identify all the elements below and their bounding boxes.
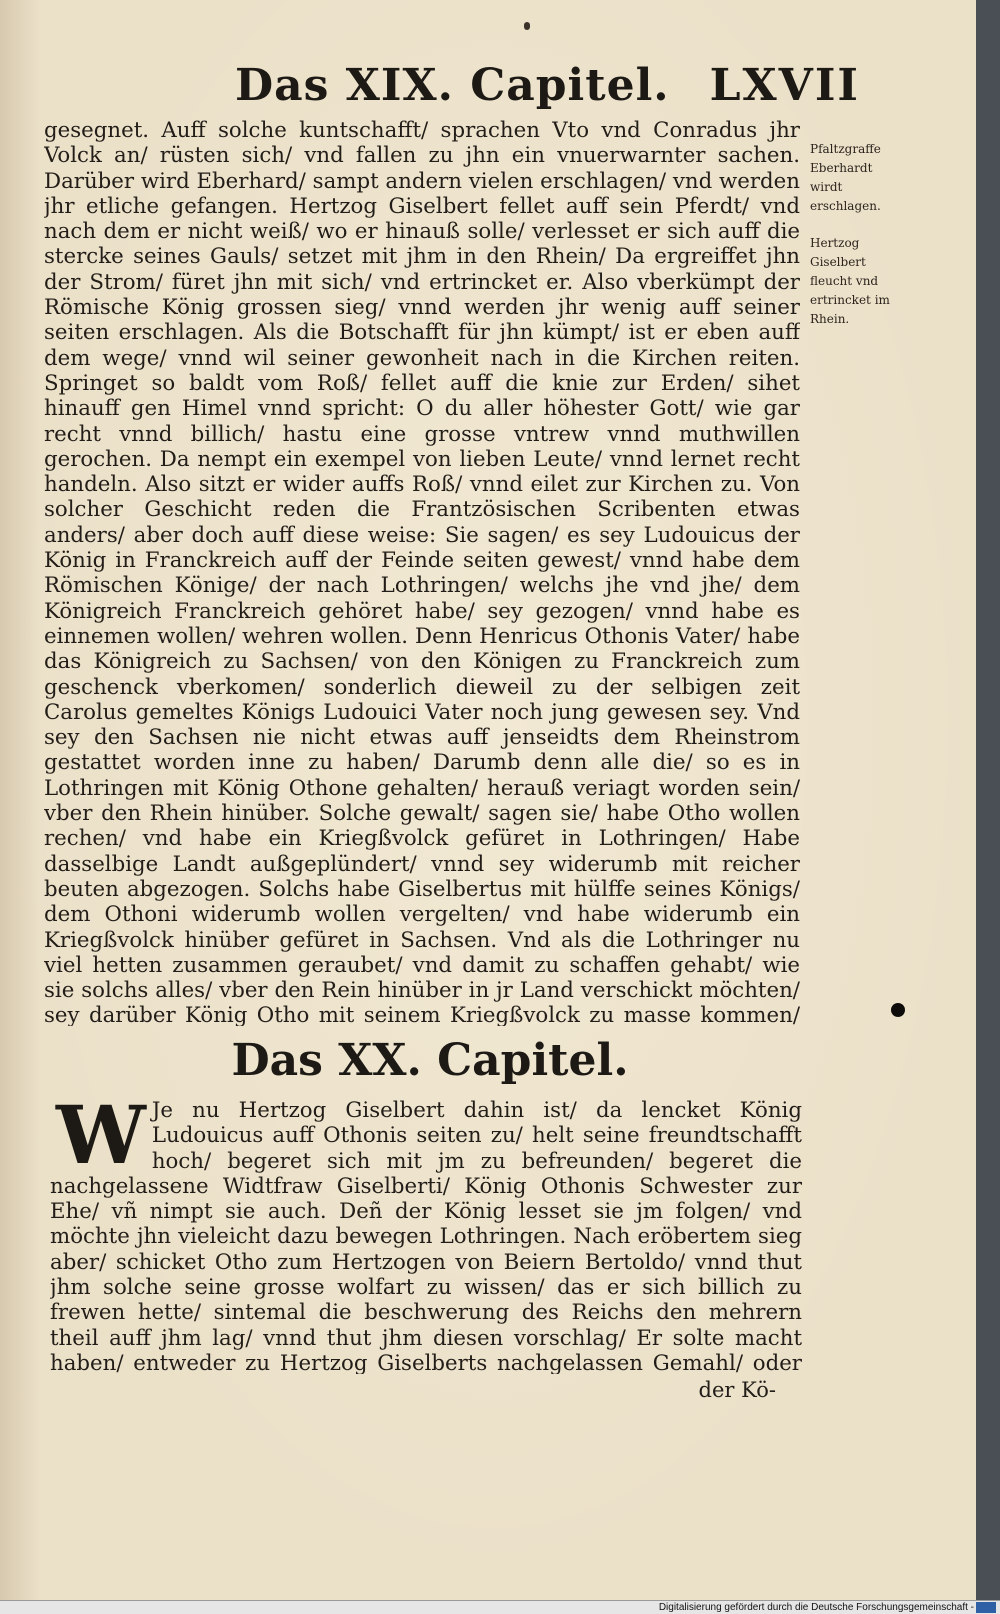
digitization-footer (0, 1600, 1000, 1614)
body-paragraph: gesegnet. Auff solche kuntschafft/ sprachen Vto vnd Conradus jhr Volck an/ rüsten sich/ vnd fallen zu jhn ein vnuerwarnter sachen. Darüber wird Eberhard/ sampt andern vielen erschlagen/ vnd werden jhr etliche gefangen. Hertzog Giselbert fellet auff sein Pferdt/ vnd nach dem er nicht weiß/ wo er hinauß solle/ verlesset er sich auff die stercke seines Gauls/ setzet mit jhm in den Rhein/ Da ergreiffet jhn der Strom/ füret jhn mit sich/ vnd ertrincket er. Also vberkümpt der Römische König grossen sieg/ vnnd werden jhr wenig auff seiner seiten erschlagen. Als die Botschafft für jhn kümpt/ ist er eben auff dem wege/ vnnd wil seiner gewonheit nach in die Kirchen reiten. Springet so baldt vom Roß/ fellet auff die knie zur Erden/ sihet hinauff gen Himel vnnd spricht: O du aller höhester Gott/ wie gar recht vnnd billich/ hastu eine grosse vntrew vnnd muthwillen gerochen. Da nempt ein exempel von lieben Leute/ vnnd lernet recht handeln. Also sitzt er wider auffs Roß/ vnnd eilet zur Kirchen zu. Von solcher Geschicht reden die Frantzösischen Scribenten etwas anders/ aber doch auff diese weise: Sie sagen/ es sey Ludouicus der König in Franckreich auff der Feinde seiten gewest/ vnnd habe dem Römischen Könige/ der nach Lothringen/ welchs jhe vnd jhe/ dem Königreich Franckreich gehöret habe/ sey gezogen/ vnnd habe es einnemen wollen/ wehren wollen. Denn Henricus Othonis Vater/ habe das Königreich zu Sachsen/ von den Königen zu Franckreich zum geschenck vberkomen/ sonderlich dieweil zu der selbigen zeit Carolus gemeltes Königs Ludouici Vater noch jung gewesen sey. Vnd sey den Sachsen nie nicht etwas auff jenseidts dem Rheinstrom gestattet worden inne zu haben/ Darumb denn alle die/ so es in Lothringen mit König Othone gehalten/ herauß veriagt worden sein/ vber den Rhein hinüber. Solche gewalt/ sagen sie/ habe Otho wollen rechen/ vnd habe ein Kriegßvolck gefüret in Lothringen/ Habe dasselbige Landt außgeplündert/ vnnd sey widerumb mit reicher beuten abgezogen. Solchs habe Giselbertus mit hülffe seines Königs/ dem Othoni widerumb wollen vergelten/ vnd habe widerumb ein Kriegßvolck hinüber gefüret in Sachsen. Vnd als die Lothringer nu viel hetten zusammen geraubet/ vnd damit zu schaffen gehabt/ wie sie solchs alles/ vber den Rein hinüber in jr Land verschickt möchten/ sey darüber König Otho mit seinem Kriegßvolck zu masse kommen/ (44, 118, 800, 1026)
chapter-20-paragraph: Je nu Hertzog Giselbert dahin ist/ da lencket König Ludouicus auff Othonis seiten zu/ helt seine freundtschafft hoch/ begeret sich mit jm zu befreunden/ begeret die nachgelassene Widtfraw Giselberti/ König Othonis Schwester zur Ehe/ vñ nimpt sie auch. Deñ der König lesset sie jm folgen/ vnd möchte jhn vieleicht dazu bewegen Lothringen. Nach eröbertem sieg aber/ schicket Otho zum Hertzogen von Beiern Bertoldo/ vnnd thut jhm solche seine grosse wolfart zu wissen/ das er sich billich zu frewen hette/ sintemal die beschwerung des Reichs den mehrern theil auff jhm lag/ vnnd thut jhm diesen vorschlag/ Er solte macht haben/ entweder zu Hertzog Giselberts nachgelassen Gemahl/ oder (50, 1098, 802, 1374)
margin-notes (810, 140, 902, 347)
page-mark (524, 22, 530, 30)
chapter-20-body (50, 1098, 802, 1374)
running-head-title: Das XIX. Capitel. (235, 60, 670, 111)
scan-edge-strip (976, 0, 1000, 1600)
funding-credit: Digitalisierung gefördert durch die Deutsche Forschungsgemeinschaft - (658, 1602, 974, 1613)
ink-blot (891, 1003, 905, 1017)
decorated-initial: W (56, 1098, 146, 1182)
margin-note-2: Hertzog Giselbert fleucht vnd ertrincket im Rhein. (810, 236, 890, 326)
margin-note-1: Pfaltzgraffe Eberhardt wirdt erschlagen. (810, 142, 881, 213)
chapter-19-body (44, 118, 800, 1026)
dfg-logo (976, 1602, 996, 1613)
running-head (40, 60, 860, 120)
chapter-20-heading: Das XX. Capitel. (231, 1035, 629, 1086)
catchword: der Kö- (698, 1378, 776, 1402)
page-folio-number: LXVII (709, 60, 860, 111)
